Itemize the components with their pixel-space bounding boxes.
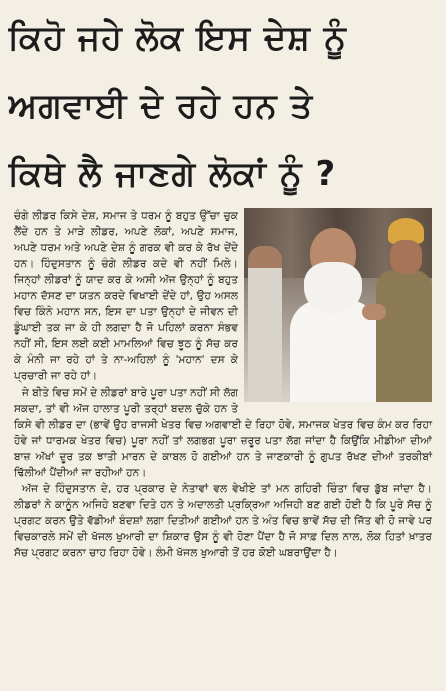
photo-officer-face (390, 240, 422, 274)
headline-line-1: ਕਿਹੋ ਜਹੇ ਲੋਕ ਇਸ ਦੇਸ਼ ਨੂੰ (8, 18, 347, 58)
article-paragraph-3: ਅੱਜ ਦੇ ਹਿੰਦੁਸਤਾਨ ਦੇ, ਹਰ ਪ੍ਰਕਾਰ ਦੇ ਨੇਤਾਵਾਂ ਵਲ ਵੇਖੀਏ ਤਾਂ ਮਨ ਗਹਿਰੀ ਚਿੰਤਾ ਵਿਚ ਡੁੱਬ ਜਾਂਦਾ ਹੈ। ਲੀਡਰਾਂ ਨੇ ਕਾਨੂੰਨ ਅਜਿਹੇ ਬਣਵਾ ਦਿਤੇ ਹਨ ਤੇ ਅਦਾਲਤੀ ਪ੍ਰਕ੍ਰਿਆ ਅਜਿਹੀ ਬਣ ਗਈ ਹੋਈ ਹੈ ਕਿ ਪੂਰੇ ਸੱਚ ਨੂੰ ਪ੍ਰਗਟ ਕਰਨ ਉਤੇ ਵੱਡੀਆਂ ਬੰਦਸ਼ਾਂ ਲਗਾ ਦਿਤੀਆਂ ਗਈਆਂ ਹਨ ਤੇ ਅੰਤ ਵਿਚ ਭਾਵੇਂ ਸੱਚ ਦੀ ਜਿੱਤ ਵੀ ਹੋ ਜਾਵੇ ਪਰ ਵਿਚਕਾਰਲੇ ਸਮੇਂ ਦੀ ਖੱਜਲ ਖੁਆਰੀ ਦਾ ਸ਼ਿਕਾਰ ਉਸ ਨੂੰ ਵੀ ਹੋਣਾ ਪੈਂਦਾ ਹੈ ਜੋ ਸਾਫ਼ ਦਿਲ ਨਾਲ, ਲੋਕ ਹਿਤਾਂ ਖ਼ਾਤਰ ਸੱਚ ਪ੍ਰਗਟ ਕਰਨਾ ਚਾਹ ਰਿਹਾ ਹੋਵੇ। ਲੰਮੀ ਖੱਜਲ ਖੁਆਰੀ ਤੋਂ ਹਰ ਕੋਈ ਘਬਰਾਉਂਦਾ ਹੈ। (14, 482, 432, 559)
article-paragraph-2: ਜੇ ਬੀਤੇ ਵਿਚ ਸਮੇਂ ਦੇ ਲੀਡਰਾਂ ਬਾਰੇ ਪੂਰਾ ਪਤਾ ਨਹੀਂ ਸੀ ਲੱਗ ਸਕਦਾ, ਤਾਂ ਵੀ ਅੱਜ ਹਾਲਾਤ ਪੂਰੀ ਤਰ੍ਹਾਂ ਬਦਲ ਚੁੱਕੇ ਹਨ ਤੇ ਕਿਸੇ ਵੀ ਲੀਡਰ ਦਾ (ਭਾਵੇਂ ਉਹ ਰਾਜਸੀ ਖੇਤਰ ਵਿਚ ਅਗਵਾਈ ਦੇ ਰਿਹਾ ਹੋਵੇ, ਸਮਾਜਕ ਖੇਤਰ ਵਿਚ ਕੰਮ ਕਰ ਰਿਹਾ ਹੋਵੇ ਜਾਂ ਧਾਰਮਕ ਖੇਤਰ ਵਿਚ) ਪੂਰਾ ਨਹੀਂ ਤਾਂ ਲਗਭਗ ਪੂਰਾ ਜ਼ਰੂਰ ਪਤਾ ਲੱਗ ਜਾਂਦਾ ਹੈ ਕਿਉਂਕਿ ਮੀਡੀਆ ਦੀਆਂ ਬਾਜ਼ ਅੱਖਾਂ ਦੂਰ ਤਕ ਝਾਤੀ ਮਾਰਨ ਦੇ ਕਾਬਲ ਹੋ ਗਈਆਂ ਹਨ ਤੇ ਜਾਣਕਾਰੀ ਨੂੰ ਗੁਪਤ ਰੱਖਣ ਦੀਆਂ ਤਰਕੀਬਾਂ ਢਿੱਲੀਆਂ ਪੈਂਦੀਆਂ ਜਾ ਰਹੀਆਂ ਹਨ। (14, 386, 432, 479)
article-paragraph-1: ਚੰਗੇ ਲੀਡਰ ਕਿਸੇ ਦੇਸ਼, ਸਮਾਜ ਤੇ ਧਰਮ ਨੂੰ ਬਹੁਤ ਉੱਚਾ ਚੁਕ ਲੈਂਦੇ ਹਨ ਤੇ ਮਾੜੇ ਲੀਡਰ, ਅਪਣੇ ਲੋਕਾਂ, ਅਪਣੇ ਸਮਾਜ, ਅਪਣੇ ਧਰਮ ਅਤੇ ਅਪਣੇ ਦੇਸ਼ ਨੂੰ ਗਰਕ ਵੀ ਕਰ ਕੇ ਰੱਖ ਦੇਂਦੇ ਹਨ। ਹਿੰਦੁਸਤਾਨ ਨੂੰ ਚੰਗੇ ਲੀਡਰ ਕਦੇ ਵੀ ਨਹੀਂ ਮਿਲੇ। ਜਿਨ੍ਹਾਂ ਲੀਡਰਾਂ ਨੂੰ ਯਾਦ ਕਰ ਕੇ ਅਸੀ ਅੱਜ ਉਨ੍ਹਾਂ ਨੂੰ ਬਹੁਤ ਮਹਾਨ ਦੱਸਣ ਦਾ ਯਤਨ ਕਰਦੇ ਵਿਖਾਈ ਦੇਂਦੇ ਹਾਂ, ਉਹ ਅਸਲ ਵਿਚ ਕਿੰਨੇ ਮਹਾਨ ਸਨ, ਇਸ ਦਾ ਪਤਾ ਉਨ੍ਹਾਂ ਦੇ ਜੀਵਨ ਦੀ ਡੂੰਘਾਈ ਤਕ ਜਾ ਕੇ ਹੀ ਲਗਦਾ ਹੈ ਜੋ ਪਹਿਲਾਂ ਕਰਨਾ ਸੰਭਵ ਨਹੀਂ ਸੀ, ਇਸ ਲਈ ਕਈ ਮਾਮਲਿਆਂ ਵਿਚ ਝੂਠ ਨੂੰ ਸੱਚ ਕਰ ਕੇ ਮੰਨੀ ਜਾ ਰਹੇ ਹਾਂ ਤੇ ਨਾ-ਅਹਿਲਾਂ ਨੂੰ 'ਮਹਾਨ' ਦਸ ਕੇ ਪ੍ਰਚਾਰੀ ਜਾ ਰਹੇ ਹਾਂ। (14, 210, 238, 383)
news-photo (244, 208, 432, 402)
headline (8, 4, 440, 208)
photo-uniform (376, 270, 432, 402)
article-body (14, 208, 432, 561)
photo-person-left (248, 246, 282, 402)
headline-line-2: ਅਗਵਾਈ ਦੇ ਰਹੇ ਹਨ ਤੇ (8, 86, 314, 126)
photo-beard (304, 262, 362, 314)
headline-line-3: ਕਿਥੇ ਲੈ ਜਾਣਗੇ ਲੋਕਾਂ ਨੂੰ ? (8, 154, 337, 194)
photo-hand (362, 304, 386, 320)
